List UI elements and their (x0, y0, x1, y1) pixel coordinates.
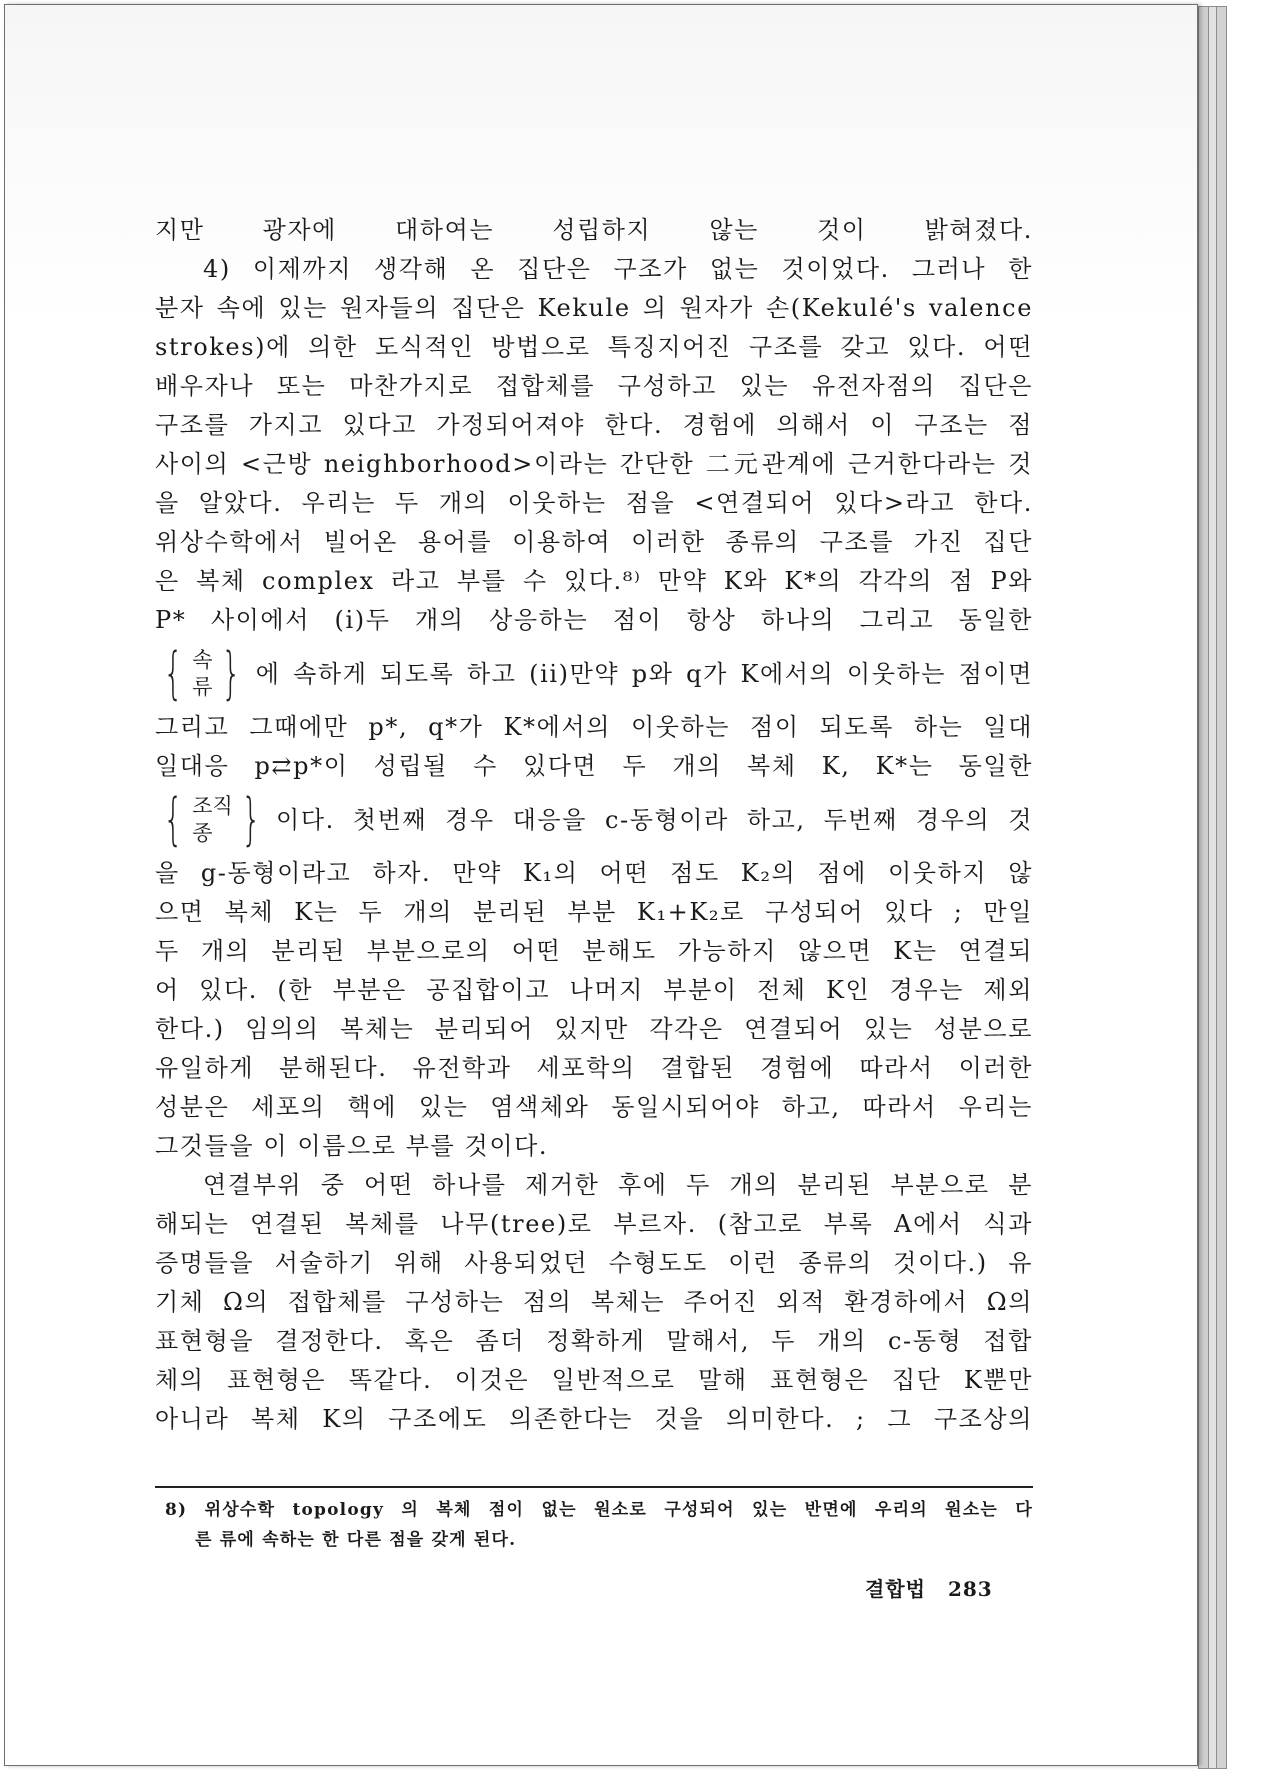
running-footer (865, 1573, 1005, 1602)
footer-title: 결합법 (865, 1577, 926, 1601)
text-line: 두 개의 분리된 부분으로의 어떤 분해도 가능하지 않으면 K는 연결되 (155, 937, 1033, 965)
text-line: 사이의 <근방 neighborhood>이라는 간단한 二元관계에 근거한다라는 것 (155, 450, 1033, 478)
text-line: 이다. 첫번째 경우 대응을 c-동형이라 하고, 두번째 경우의 것 (276, 805, 1033, 834)
text-line: 아니라 복체 K의 구조에도 의존한다는 것을 의미한다. ; 그 구조상의 (155, 1405, 1033, 1433)
text-line: 어 있다. (한 부분은 공집합이고 나머지 부분이 전체 K인 경우는 제외 (155, 976, 1033, 1004)
brace-options (192, 647, 212, 701)
brace-option-top: 속 (192, 648, 213, 672)
left-brace-glyph: { (163, 641, 184, 706)
brace-option-top: 조직 (192, 794, 233, 818)
text-line: strokes)에 의한 도식적인 방법으로 특징지어진 구조를 갖고 있다. 어떤 (155, 333, 1033, 361)
text-line: 그리고 그때에만 p*, q*가 K*에서의 이웃하는 점이 되도록 하는 일대 (155, 713, 1033, 741)
text-line: 표현형을 결정한다. 혹은 좀더 정확하게 말해서, 두 개의 c-동형 접합 (155, 1327, 1033, 1355)
text-line: 으면 복체 K는 두 개의 분리된 부분 K₁+K₂로 구성되어 있다 ; 만일 (155, 898, 1033, 926)
brace-options (192, 793, 233, 847)
footnote (165, 1495, 1033, 1555)
text-line: 에 속하게 되도록 하고 (ii)만약 p와 q가 K에서의 이웃하는 점이면 (255, 659, 1033, 688)
footnote-line: 8) 위상수학 topology 의 복체 점이 없는 원소로 구성되어 있는 반면에 우리의 원소는 다 (165, 1500, 1033, 1520)
left-brace-glyph: { (163, 787, 184, 852)
text-line: 증명들을 서술하기 위해 사용되었던 수형도도 이런 종류의 것이다.) 유 (155, 1249, 1033, 1277)
text-line: 성분은 세포의 핵에 있는 염색체와 동일시되어야 하고, 따라서 우리는 (155, 1093, 1033, 1121)
text-line: 기체 Ω의 접합체를 구성하는 점의 복체는 주어진 외적 환경하에서 Ω의 (155, 1288, 1033, 1316)
text-line: 을 알았다. 우리는 두 개의 이웃하는 점을 <연결되어 있다>라고 한다. (155, 489, 1033, 517)
text-line: 을 g-동형이라고 하자. 만약 K₁의 어떤 점도 K₂의 점에 이웃하지 않 (155, 859, 1033, 887)
brace-option-bottom: 종 (192, 821, 213, 845)
page-number: 283 (947, 1577, 993, 1601)
text-line: 위상수학에서 빌어온 용어를 이용하여 이러한 종류의 구조를 가진 집단 (155, 528, 1033, 556)
text-line: 지만 광자에 대하여는 성립하지 않는 것이 밝혀졌다. (155, 216, 1033, 244)
footnote-divider (155, 1486, 1033, 1488)
book-page (4, 4, 1198, 1766)
brace-line (155, 787, 1033, 852)
text-line: 체의 표현형은 똑같다. 이것은 일반적으로 말해 표현형은 집단 K뿐만 (155, 1366, 1033, 1394)
text-line: 분자 속에 있는 원자들의 집단은 Kekule 의 원자가 손(Kekulé's valence (155, 294, 1033, 322)
text-line: 그것들을 이 이름으로 부를 것이다. (155, 1132, 549, 1160)
text-line: 배우자나 또는 마찬가지로 접합체를 구성하고 있는 유전자점의 집단은 (155, 372, 1033, 400)
text-line: 연결부위 중 어떤 하나를 제거한 후에 두 개의 분리된 부분으로 분 (203, 1171, 1033, 1199)
curly-brace (155, 787, 270, 852)
text-line: 은 복체 complex 라고 부를 수 있다.⁸⁾ 만약 K와 K*의 각각의 점 P와 (155, 567, 1033, 595)
brace-option-bottom: 류 (192, 675, 213, 699)
page-stack-edge (1216, 6, 1227, 1769)
text-line: 해되는 연결된 복체를 나무(tree)로 부르자. (참고로 부록 A에서 식과 (155, 1210, 1033, 1238)
curly-brace (155, 641, 250, 706)
text-line: 4) 이제까지 생각해 온 집단은 구조가 없는 것이었다. 그러나 한 (203, 255, 1033, 283)
text-line: 일대응 p⇄p*이 성립될 수 있다면 두 개의 복체 K, K*는 동일한 (155, 752, 1033, 780)
text-line: 유일하게 분해된다. 유전학과 세포학의 결합된 경험에 따라서 이러한 (155, 1054, 1033, 1082)
right-brace-glyph: } (241, 787, 262, 852)
right-brace-glyph: } (220, 641, 242, 706)
footnote-line: 른 류에 속하는 한 다른 점을 갖게 된다. (195, 1530, 517, 1550)
body-text (155, 211, 1033, 1439)
brace-line (155, 641, 1033, 706)
text-line: 구조를 가지고 있다고 가정되어져야 한다. 경험에 의해서 이 구조는 점 (155, 411, 1033, 439)
text-line: 한다.) 임의의 복체는 분리되어 있지만 각각은 연결되어 있는 성분으로 (155, 1015, 1033, 1043)
text-line: P* 사이에서 (i)두 개의 상응하는 점이 항상 하나의 그리고 동일한 (155, 606, 1033, 634)
